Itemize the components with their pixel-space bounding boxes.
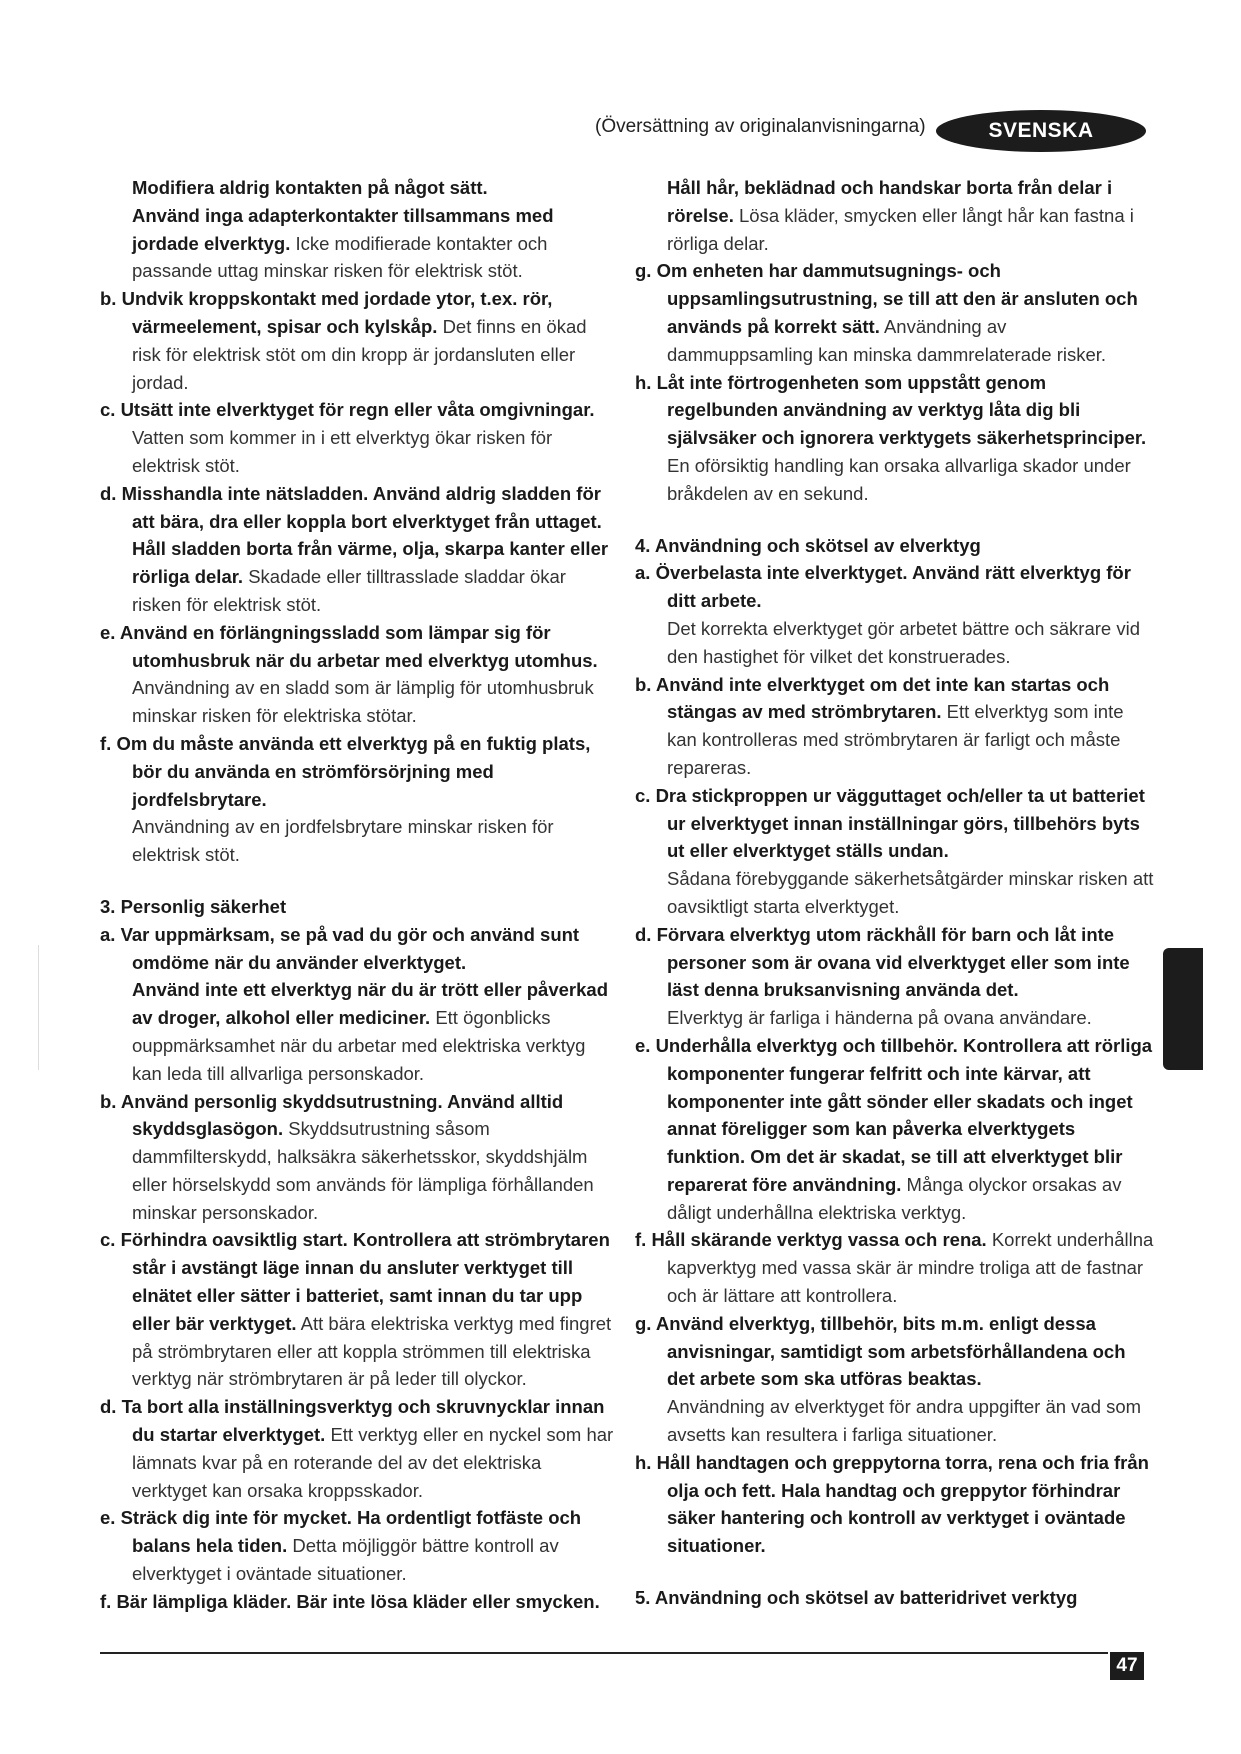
list-item — [100, 480, 620, 619]
list-item — [635, 369, 1155, 508]
bold-text: a. Överbelasta inte elverktyget. Använd rätt elverktyg för ditt arbete. — [635, 562, 1131, 612]
body-text: Det korrekta elverktyget gör arbetet bättre och säkrare vid den hastighet för vilket det konstruerades. — [667, 617, 1140, 667]
body-text: Användning av dammuppsamling kan minska dammrelaterade risker. — [667, 315, 1107, 365]
body-text: Korrekt underhållna kapverktyg med vassa skär är mindre troliga att de fastnar och är lättare att kontrollera. — [667, 1229, 1154, 1307]
list-item — [635, 559, 1155, 670]
bold-text: d. Förvara elverktyg utom räckhåll för barn och låt inte personer som är ovana vid elverktyget eller som inte läst denna bruksanvisning använda det. — [635, 923, 1130, 1001]
body-text: Skyddsutrustning såsom dammfilterskydd, halksäkra säkerhetsskor, skyddshjälm eller hörselskydd som används för lämpliga förhållanden minskar personskador. — [132, 1118, 594, 1223]
body-text: Icke modifierade kontakter och passande uttag minskar risken för elektrisk stöt. — [132, 232, 548, 282]
bold-text: Använd inte ett elverktyg när du är trött eller påverkad av droger, alkohol eller mediciner. — [132, 979, 609, 1029]
body-text: Lösa kläder, smycken eller långt hår kan fastna i rörliga delar. — [667, 204, 1134, 254]
right-column — [635, 174, 1155, 1612]
body-text: Vatten som kommer in i ett elverktyg ökar risken för elektrisk stöt. — [132, 427, 553, 476]
body-text: Elverktyg är farliga i händerna på ovana användare. — [667, 1007, 1092, 1029]
bold-text: g. Om enheten har dammutsugnings- och uppsamlingsutrustning, se till att den är ansluten och används på korrekt sätt. — [635, 260, 1138, 337]
list-item — [635, 1449, 1155, 1560]
bold-text: g. Använd elverktyg, tillbehör, bits m.m. enligt dessa anvisningar, samtidigt som arbetsförhållandena och det arbete som ska utföras beaktas. — [635, 1312, 1126, 1390]
list-item — [100, 1504, 620, 1587]
bold-text: Använd inga adapterkontakter tillsammans med jordade elverktyg. — [132, 204, 554, 254]
body-text: Ett elverktyg som inte kan kontrolleras med strömbrytaren är farligt och måste repareras. — [667, 701, 1124, 778]
bold-text: e. Sträck dig inte för mycket. Ha ordentligt fotfäste och balans hela tiden. — [100, 1507, 582, 1557]
left-column — [100, 174, 620, 1616]
bold-text: h. Håll handtagen och greppytorna torra, rena och fria från olja och fett. Hala handtag och greppytor förhindrar säker hantering och kontroll av verktyget i oväntade situationer. — [635, 1451, 1149, 1557]
translation-note: (Översättning av originalanvisningarna) — [595, 116, 926, 137]
side-tab-marker — [1163, 948, 1203, 1070]
section-heading: 3. Personlig säkerhet — [100, 895, 287, 917]
list-item — [635, 1310, 1155, 1449]
body-text: Ett ögonblicks ouppmärksamhet när du arbetar med elektriska verktyg kan leda till allvarliga personskador. — [132, 1007, 586, 1084]
list-item — [100, 619, 620, 730]
body-text: Många olyckor orsakas av dåligt underhållna elektriska verktyg. — [667, 1173, 1122, 1223]
body-text: Användning av elverktyget för andra uppgifter än vad som avsetts kan resultera i farliga situationer. — [667, 1396, 1142, 1446]
body-text: Sådana förebyggande säkerhetsåtgärder minskar risken att oavsiktligt starta elverktyget. — [667, 868, 1154, 917]
body-text: En oförsiktig handling kan orsaka allvarliga skador under bråkdelen av en sekund. — [667, 454, 1131, 504]
list-item — [635, 1226, 1155, 1309]
bold-text: b. Använd personlig skyddsutrustning. Använd alltid skyddsglasögon. — [100, 1090, 564, 1140]
list-item — [635, 257, 1155, 368]
list-item — [100, 1393, 620, 1504]
bold-text: b. Använd inte elverktyget om det inte kan startas och stängas av med strömbrytaren. — [635, 673, 1110, 723]
bold-text: h. Låt inte förtrogenheten som uppstått genom regelbunden användning av verktyg låta dig bli självsäker och ignorera verktygets säkerhetsprinciper. — [635, 371, 1147, 449]
bold-text: a. Var uppmärksam, se på vad du gör och använd sunt omdöme när du använder elverktyget. — [100, 923, 580, 973]
bold-text: Håll hår, beklädnad och handskar borta från delar i rörelse. — [667, 177, 1113, 226]
paragraph — [635, 174, 1155, 257]
bold-text: e. Underhålla elverktyg och tillbehör. Kontrollera att rörliga komponenter fungerar felfritt och inte kärvar, att komponenter inte gått sönder eller skadats och inget annat föreligger som kan påverka elverktygets funktion. Om det är skadat, se till att elverktyget blir reparerat före användning. — [635, 1034, 1153, 1195]
bold-text: d. Ta bort alla inställningsverktyg och skruvnycklar innan du startar elverktyget. — [100, 1396, 605, 1446]
list-item — [635, 921, 1155, 1032]
body-text: Skadade eller tilltrasslade sladdar ökar risken för elektrisk stöt. — [132, 566, 566, 615]
page-number: 47 — [1110, 1652, 1144, 1680]
list-item — [635, 782, 1155, 921]
body-text: Att bära elektriska verktyg med fingret på strömbrytaren eller att koppla strömmen till elektriska verktyg när strömbrytaren är på leder till olyckor. — [132, 1312, 612, 1390]
list-item — [100, 396, 620, 479]
list-item — [100, 730, 620, 869]
bold-text: Modifiera aldrig kontakten på något sätt. — [132, 177, 488, 198]
body-text: Användning av en jordfelsbrytare minskar risken för elektrisk stöt. — [132, 816, 554, 866]
body-text: Det finns en ökad risk för elektrisk stöt om din kropp är jordansluten eller jordad. — [132, 315, 587, 393]
bold-text: f. Håll skärande verktyg vassa och rena. — [635, 1229, 987, 1251]
bold-text: c. Förhindra oavsiktlig start. Kontrollera att strömbrytaren står i avstängt läge innan du ansluter verktyget till elnätet eller sätter i batteriet, samt innan du tar upp eller bär verktyget. — [100, 1229, 610, 1334]
footer-rule — [100, 1652, 1108, 1654]
bold-text: f. Bär lämpliga kläder. Bär inte lösa kläder eller smycken. — [100, 1590, 600, 1612]
language-badge: SVENSKA — [936, 110, 1146, 152]
list-item — [635, 671, 1155, 782]
margin-mark — [38, 945, 39, 1070]
bold-text: f. Om du måste använda ett elverktyg på en fuktig plats, bör du använda en strömförsörjning med jordfelsbrytare. — [100, 732, 591, 810]
bold-text: e. Använd en förlängningssladd som lämpar sig för utomhusbruk när du arbetar med elverktyg utomhus. — [100, 621, 598, 671]
list-item — [100, 921, 620, 1088]
bold-text: c. Utsätt inte elverktyget för regn eller våta omgivningar. — [100, 399, 595, 421]
list-item — [100, 285, 620, 396]
list-item — [100, 1588, 620, 1616]
section-heading: 4. Användning och skötsel av elverktyg — [635, 534, 981, 556]
bold-text: d. Misshandla inte nätsladden. Använd aldrig sladden för att bära, dra eller koppla bort elverktyget från uttaget. Håll sladden borta från värme, olja, skarpa kanter eller rörliga delar. — [100, 482, 609, 588]
body-text: Användning av en sladd som är lämplig för utomhusbruk minskar risken för elektriska stötar. — [132, 677, 594, 727]
body-text: Ett verktyg eller en nyckel som har lämnats kvar på en roterande del av det elektriska verktyget kan orsaka kroppsskador. — [132, 1424, 614, 1501]
bold-text: b. Undvik kroppskontakt med jordade ytor, t.ex. rör, värmeelement, spisar och kylskåp. — [100, 288, 553, 337]
list-item — [100, 1088, 620, 1227]
paragraph — [100, 174, 620, 285]
body-text: Detta möjliggör bättre kontroll av elverktyget i oväntade situationer. — [132, 1535, 559, 1585]
bold-text: c. Dra stickproppen ur vägguttaget och/eller ta ut batteriet ur elverktyget innan inställningar görs, tillbehörs byts ut eller elverktyget ställs undan. — [635, 784, 1145, 862]
list-item — [100, 1226, 620, 1393]
list-item — [635, 1032, 1155, 1227]
section-heading: 5. Användning och skötsel av batteridrivet verktyg — [635, 1587, 1078, 1609]
